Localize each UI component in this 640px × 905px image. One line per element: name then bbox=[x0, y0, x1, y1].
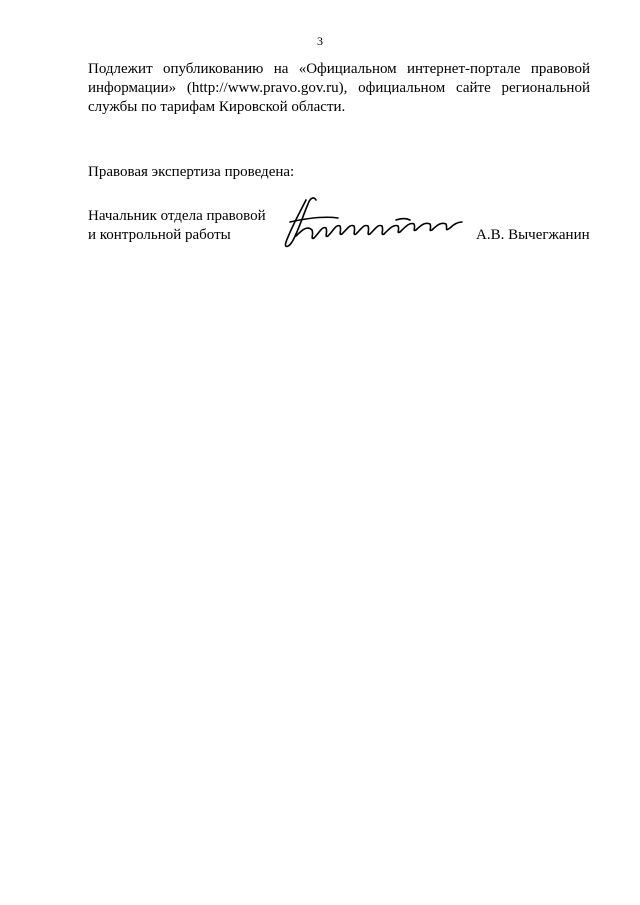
page-number: 3 bbox=[317, 34, 323, 48]
publication-note: Подлежит опубликованию на «Официальном интернет-портале правовой информации» (http://www.pravo.gov.ru), официальном сайте региональной службы по тарифам Кировской области. bbox=[88, 61, 590, 115]
signatory-position bbox=[88, 207, 266, 245]
signatory-position-line-1: Начальник отдела правовой bbox=[88, 208, 266, 224]
handwritten-signature bbox=[278, 192, 466, 252]
signatory-position-line-2: и контрольной работы bbox=[88, 227, 231, 243]
expertise-note: Правовая экспертиза проведена: bbox=[88, 164, 295, 180]
signatory-name: А.В. Вычегжанин bbox=[476, 227, 590, 243]
